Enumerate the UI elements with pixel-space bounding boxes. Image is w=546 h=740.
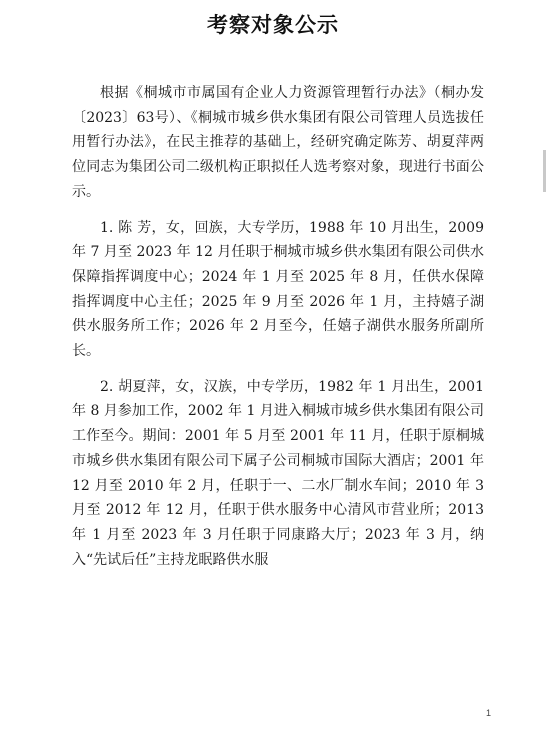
document-body [72, 81, 484, 572]
page-number: 1 [485, 708, 491, 718]
paragraph-candidate-1: 1. 陈 芳，女，回族，大专学历，1988 年 10 月出生，2009 年 7 月至 2023 年 12 月任职于桐城市城乡供水集团有限公司供水保障指挥调度中心；2024 年 1 月至 2025 年 8 月，任供水保障指挥调度中心主任；2025 年 9 月至 2026 年 1 月，主持嬉子湖供水服务所工作；2026 年 2 月至今，任嬉子湖供水服务所副所长。 [72, 219, 484, 360]
paragraph-candidate-2: 2. 胡夏萍，女，汉族，中专学历，1982 年 1 月出生，2001 年 8 月参加工作，2002 年 1 月进入桐城市城乡供水集团有限公司工作至今。期间：2001 年 5 月至 2001 年 11 月，任职于原桐城市城乡供水集团有限公司下属子公司桐城市国际大酒店；2001 年 12 月至 2010 年 2 月，任职于一、二水厂制水车间；2010 年 3 月至 2012 年 12 月，任职于供水服务中心清风市营业所；2013 年 1 月至 2023 年 3 月任职于同康路大厅；2023 年 3 月，纳入“先试后任”主持龙眠路供水服 [72, 378, 484, 568]
page-title: 考察对象公示 [207, 13, 339, 37]
paragraph-intro: 根据《桐城市市属国有企业人力资源管理暂行办法》（桐办发〔2023〕63号）、《桐城市城乡供水集团有限公司管理人员选拔任用暂行办法》，在民主推荐的基础上，经研究确定陈芳、胡夏萍两位同志为集团公司二级机构正职拟任人选考察对象，现进行书面公示。 [72, 85, 484, 200]
